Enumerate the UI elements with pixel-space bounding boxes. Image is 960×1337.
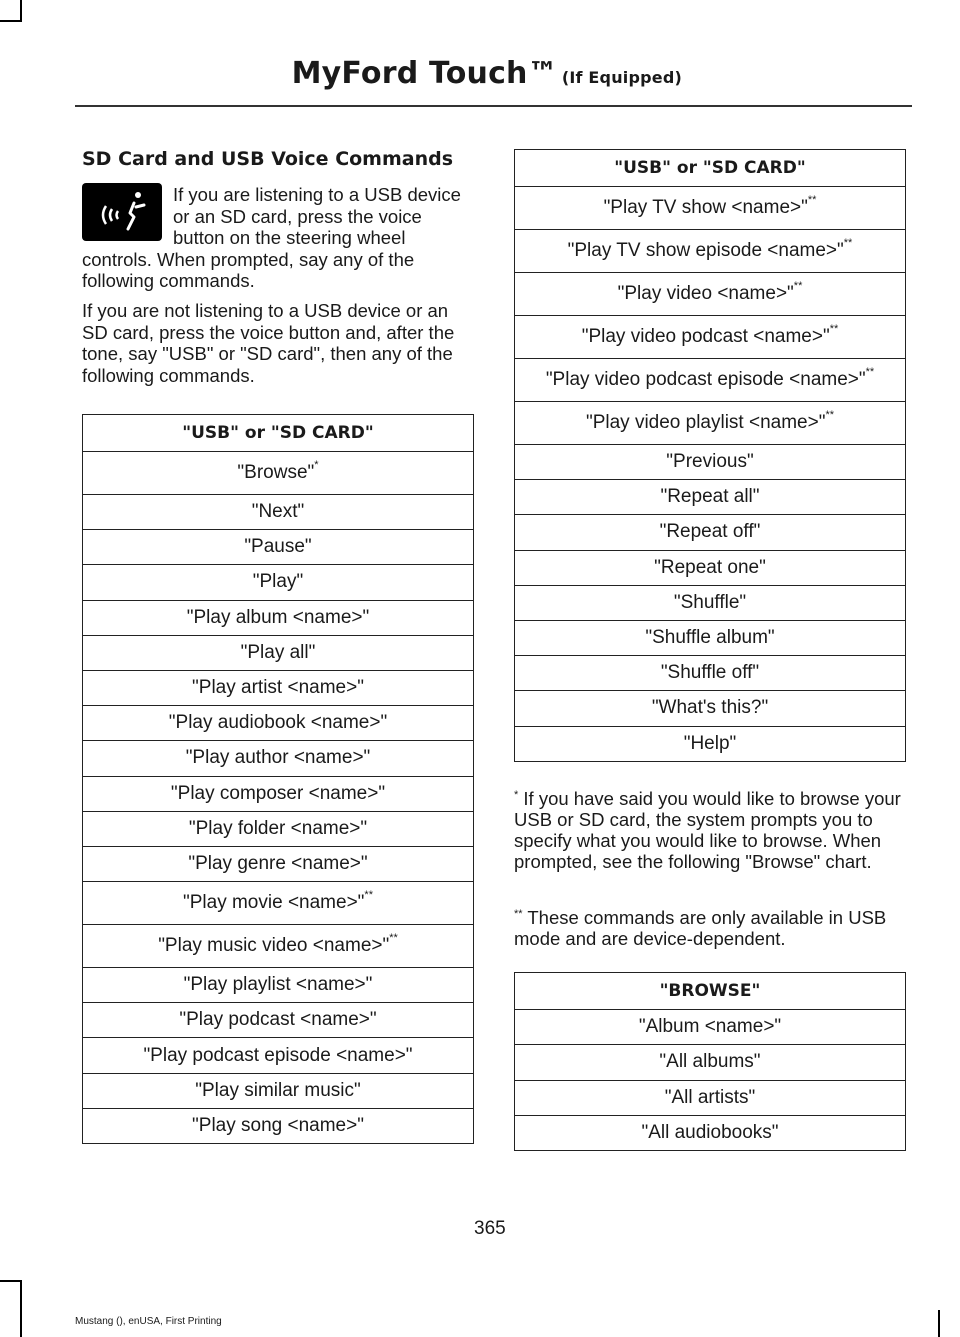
crop-mark <box>20 1280 22 1337</box>
command-cell <box>83 741 474 776</box>
table-row <box>83 741 474 776</box>
table-row <box>515 550 906 585</box>
command-text: "Play song <name>" <box>192 1114 364 1136</box>
footnote-mark: ** <box>389 932 398 945</box>
usb-sd-commands-table-left <box>82 414 474 1144</box>
command-text: "Play album <name>" <box>186 606 370 628</box>
footnote-browse <box>514 788 906 872</box>
footnote-mark: ** <box>843 237 853 249</box>
table-row <box>515 445 906 480</box>
command-text: "Browse" <box>237 462 315 483</box>
command-cell <box>515 656 906 691</box>
table-row <box>515 656 906 691</box>
command-cell <box>515 445 906 480</box>
table-row <box>83 1003 474 1038</box>
command-text: "Play podcast <name>" <box>179 1009 377 1031</box>
command-text: "Play TV show episode <name>" <box>567 240 844 261</box>
footnote-mark: * <box>514 789 519 801</box>
command-cell <box>83 925 474 968</box>
intro-text-1: If you are listening to a USB device or an SD card, press the voice button on the steering wheel controls. When prompted, say any of the following commands. <box>82 184 461 291</box>
header-title-text: MyFord Touch™ <box>291 56 558 91</box>
command-text: "Repeat off" <box>659 521 761 543</box>
command-cell <box>83 670 474 705</box>
command-cell <box>83 776 474 811</box>
command-text: "Play similar music" <box>195 1079 361 1101</box>
command-text: "Play movie <name>" <box>183 892 365 914</box>
table-row <box>83 530 474 565</box>
table-row <box>515 691 906 726</box>
table-row <box>83 565 474 600</box>
command-text: "All artists" <box>664 1086 756 1108</box>
table-row <box>515 187 906 230</box>
command-cell <box>515 402 906 445</box>
table-row <box>515 402 906 445</box>
page-number: 365 <box>474 1218 506 1239</box>
command-cell <box>515 230 906 273</box>
table-row <box>515 515 906 550</box>
command-text: "Play video <name>" <box>617 283 794 304</box>
header-subtitle: (If Equipped) <box>561 68 682 87</box>
crop-mark <box>0 1280 22 1282</box>
command-cell <box>83 706 474 741</box>
table-header: "USB" or "SD CARD" <box>83 415 474 452</box>
command-cell <box>83 530 474 565</box>
footnote-mark: ** <box>807 194 817 206</box>
command-text: "Shuffle" <box>673 591 747 613</box>
table-row <box>83 670 474 705</box>
command-text: "Help" <box>683 732 737 754</box>
command-cell <box>83 811 474 846</box>
table-row <box>83 452 474 495</box>
command-cell <box>83 495 474 530</box>
table-row <box>515 316 906 359</box>
command-cell <box>83 452 474 495</box>
command-cell <box>515 316 906 359</box>
command-text: "Play artist <name>" <box>192 677 364 699</box>
intro-paragraph-1 <box>82 184 470 292</box>
command-text: "Shuffle off" <box>660 662 760 684</box>
command-text: "Next" <box>251 501 305 523</box>
command-cell <box>515 620 906 655</box>
command-text: "All audiobooks" <box>641 1122 779 1144</box>
command-cell <box>83 882 474 925</box>
command-text: "Play genre <name>" <box>188 852 368 874</box>
table-row <box>515 480 906 515</box>
table-header: "USB" or "SD CARD" <box>515 150 906 187</box>
table-row <box>515 1115 906 1150</box>
command-cell <box>83 1108 474 1143</box>
command-cell <box>83 1003 474 1038</box>
intro-paragraph-2: If you are not listening to a USB device or an SD card, press the voice button and, after the tone, say "USB" or "SD card", then any of the following commands. <box>82 300 455 386</box>
command-text: "Play composer <name>" <box>170 782 386 804</box>
table-row <box>83 925 474 968</box>
table-row <box>83 968 474 1003</box>
command-text: "Play author <name>" <box>185 747 371 769</box>
command-cell <box>515 726 906 761</box>
command-cell <box>515 1080 906 1115</box>
command-cell <box>83 635 474 670</box>
command-text: "Previous" <box>666 451 754 473</box>
table-row <box>83 811 474 846</box>
table-row <box>83 635 474 670</box>
footnote-usb-mode <box>514 907 906 949</box>
table-row <box>515 273 906 316</box>
command-text: "All albums" <box>659 1051 761 1073</box>
table-row <box>83 706 474 741</box>
table-row <box>83 1108 474 1143</box>
table-row <box>515 1045 906 1080</box>
command-cell <box>515 550 906 585</box>
table-row <box>83 495 474 530</box>
table-row <box>83 1073 474 1108</box>
command-cell <box>515 273 906 316</box>
command-cell <box>515 515 906 550</box>
command-text: "Repeat all" <box>660 486 760 508</box>
command-cell <box>83 1038 474 1073</box>
command-text: "Play all" <box>240 641 316 663</box>
command-cell <box>515 585 906 620</box>
command-text: "Play music video <name>" <box>158 935 390 957</box>
command-cell <box>515 359 906 402</box>
header-divider <box>75 105 912 107</box>
command-text: "Shuffle album" <box>645 627 775 649</box>
command-cell <box>515 187 906 230</box>
crop-mark <box>0 20 22 22</box>
command-text: "Play playlist <name>" <box>183 974 373 996</box>
command-cell <box>83 846 474 881</box>
table-row <box>515 585 906 620</box>
footnote-mark: ** <box>829 323 839 335</box>
command-text: "Play TV show <name>" <box>603 197 808 218</box>
command-cell <box>515 1045 906 1080</box>
crop-mark <box>938 1310 940 1337</box>
command-cell <box>515 480 906 515</box>
crop-mark <box>20 0 22 22</box>
table-row <box>83 776 474 811</box>
document-footer: Mustang (), enUSA, First Printing <box>75 1316 222 1327</box>
command-text: "Play podcast episode <name>" <box>143 1044 413 1066</box>
table-header: "BROWSE" <box>515 973 906 1010</box>
command-text: "Play video playlist <name>" <box>585 412 826 433</box>
page-header-title <box>292 56 682 91</box>
command-cell <box>83 1073 474 1108</box>
footnote-text: If you have said you would like to browse your USB or SD card, the system prompts you to specify what you would like to browse. When prompted, see the following "Browse" chart. <box>514 788 901 872</box>
table-row <box>515 620 906 655</box>
table-row <box>83 882 474 925</box>
footnote-mark: ** <box>825 409 835 421</box>
command-text: "Play folder <name>" <box>188 817 368 839</box>
command-cell <box>83 968 474 1003</box>
command-text: "Play video podcast episode <name>" <box>545 369 866 390</box>
footnote-mark: ** <box>364 889 373 902</box>
footnote-text: These commands are only available in USB mode and are device-dependent. <box>514 907 887 949</box>
footnote-mark: ** <box>793 280 803 292</box>
command-text: "Play video podcast <name>" <box>581 326 830 347</box>
command-text: "What's this?" <box>651 697 769 719</box>
table-row <box>515 230 906 273</box>
command-text: "Play" <box>252 571 304 593</box>
usb-sd-commands-table-right <box>514 149 906 762</box>
table-row <box>515 1010 906 1045</box>
command-text: "Album <name>" <box>638 1016 782 1038</box>
table-row <box>83 600 474 635</box>
command-cell <box>515 1010 906 1045</box>
browse-commands-table <box>514 972 906 1151</box>
command-cell <box>515 691 906 726</box>
command-text: "Play audiobook <name>" <box>168 712 388 734</box>
footnote-mark: ** <box>865 366 875 378</box>
command-cell <box>83 600 474 635</box>
table-row <box>83 846 474 881</box>
command-text: "Repeat one" <box>654 556 766 578</box>
command-cell <box>515 1115 906 1150</box>
table-row <box>515 359 906 402</box>
table-row <box>515 1080 906 1115</box>
footnote-mark: ** <box>514 908 523 920</box>
command-text: "Pause" <box>244 536 312 558</box>
footnote-mark: * <box>314 459 319 471</box>
table-row <box>515 726 906 761</box>
section-heading: SD Card and USB Voice Commands <box>82 148 454 170</box>
command-cell <box>83 565 474 600</box>
table-row <box>83 1038 474 1073</box>
